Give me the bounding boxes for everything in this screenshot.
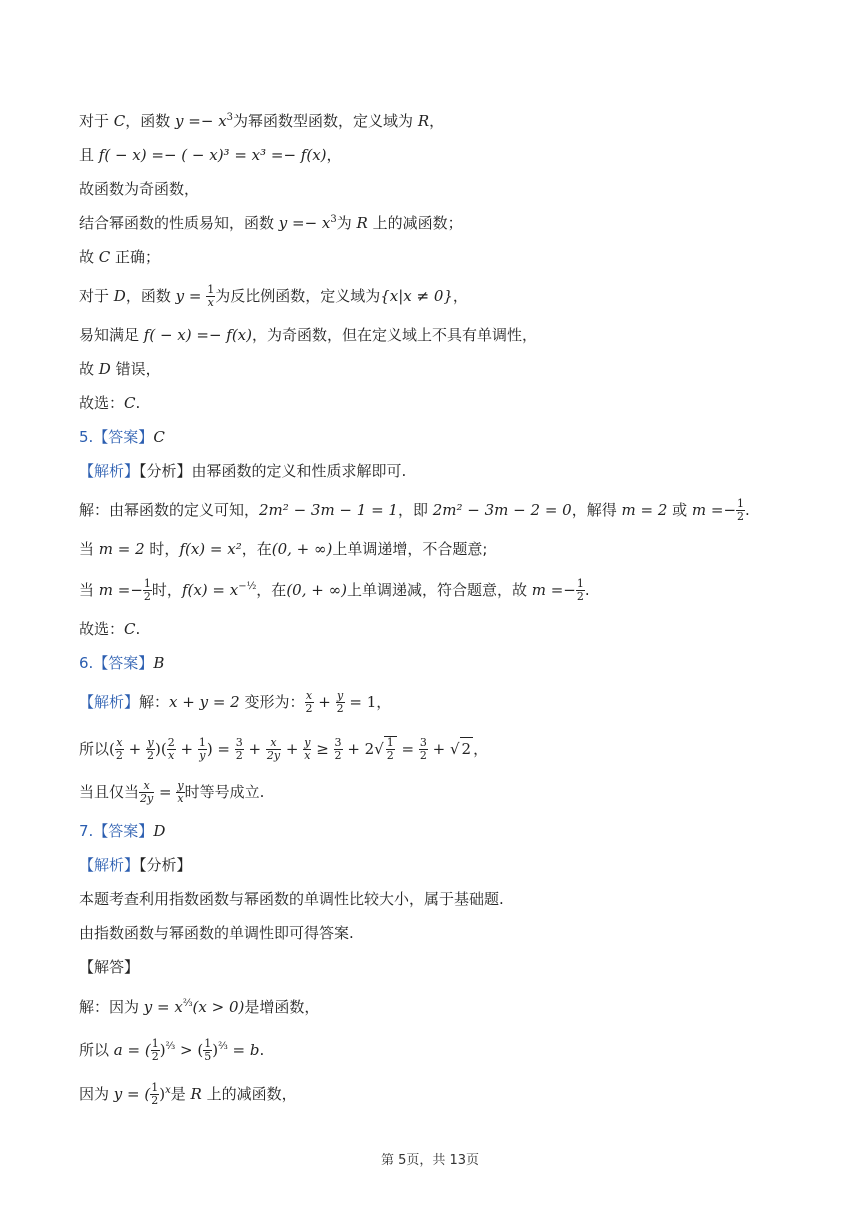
numerator: x	[139, 780, 154, 793]
numerator: x	[116, 736, 123, 749]
operator: = 1	[344, 693, 377, 711]
math-equation: 2m² − 3m − 2 = 0	[432, 501, 572, 519]
operator: +	[281, 740, 304, 758]
numerator: 1	[576, 577, 584, 590]
math-equation: m = 2	[621, 501, 668, 519]
text: 解：因为	[79, 998, 144, 1016]
text: ，函数	[125, 287, 176, 305]
denominator: 2	[386, 749, 394, 762]
fraction	[419, 737, 428, 762]
q7-analysis-2: 由指数函数与幂函数的单调性即可得答案.	[79, 924, 354, 942]
fraction	[305, 690, 314, 715]
q5-solution-2	[79, 538, 487, 560]
text: 当且仅当	[79, 783, 140, 801]
text: 上的减函数；	[367, 214, 463, 232]
line-d1	[79, 284, 468, 309]
analysis-tag: 【分析】	[139, 856, 192, 874]
text: 解：由幂函数的定义可知，	[79, 501, 260, 519]
numerator: 1	[151, 1037, 159, 1050]
fraction	[146, 737, 155, 762]
text: .	[259, 1041, 265, 1059]
math-func: y =− x	[175, 112, 227, 130]
text: 故选：	[79, 394, 125, 412]
text: ，	[473, 740, 489, 758]
denominator: x	[168, 749, 175, 762]
math-func: f(x) = x²	[179, 540, 242, 558]
text: ，函数	[125, 112, 176, 130]
denominator: 2	[419, 749, 427, 762]
text: 为	[336, 214, 357, 232]
q7-header	[79, 820, 165, 842]
denominator: 2	[336, 702, 344, 715]
line-d3	[79, 358, 161, 380]
line-c2	[79, 144, 342, 166]
text: 是	[170, 1085, 191, 1103]
text: 因为	[79, 1085, 114, 1103]
q5-analysis	[79, 460, 406, 482]
math-var: C	[98, 248, 111, 266]
fraction	[115, 737, 124, 762]
math-equation: x + y = 2	[169, 693, 240, 711]
math-var: R	[356, 214, 368, 232]
fraction	[334, 737, 343, 762]
math-interval: (0, + ∞)	[286, 581, 347, 599]
text: ，即	[397, 501, 433, 519]
text: 时等号成立.	[184, 783, 265, 801]
q7-solution-1	[79, 996, 319, 1018]
math-func: y =	[175, 287, 207, 305]
math-equation: m = 2	[98, 540, 145, 558]
text: 是增函数，	[244, 998, 320, 1016]
fraction	[386, 737, 395, 762]
text: 对于	[79, 112, 114, 130]
operator: +	[175, 740, 198, 758]
math-equation: m =−	[98, 581, 143, 599]
math-func: f(x) = x	[181, 581, 239, 599]
math-exp: ⅔	[218, 1041, 228, 1052]
denominator: 2y	[140, 792, 154, 805]
denominator: x	[207, 296, 214, 309]
denominator: 2	[737, 510, 745, 523]
text: 所以	[79, 1041, 114, 1059]
denominator: 2	[334, 749, 342, 762]
q7-analysis-1: 本题考查利用指数函数与幂函数的单调性比较大小，属于基础题.	[79, 890, 504, 908]
text: 当	[79, 540, 99, 558]
q5-solution-1	[79, 498, 750, 523]
sqrt-body	[384, 736, 397, 762]
text: ，	[429, 112, 445, 130]
numerator: 1	[143, 577, 151, 590]
text: 为反比例函数，定义域为	[215, 287, 381, 305]
denominator: x	[304, 749, 311, 762]
text: 故选：	[79, 620, 125, 638]
q5-solution-3	[79, 578, 590, 603]
fraction	[576, 578, 585, 603]
numerator: y	[304, 736, 311, 749]
operator: )(	[154, 740, 167, 758]
math-equation: m =−	[531, 581, 576, 599]
text: 上的减函数，	[201, 1085, 297, 1103]
denominator: 2	[576, 590, 584, 603]
text: 时，	[144, 540, 180, 558]
denominator: y	[199, 749, 206, 762]
operator: > (	[175, 1041, 204, 1059]
numerator: y	[177, 779, 184, 792]
text: ，	[452, 287, 468, 305]
q7-solution-3	[79, 1082, 297, 1107]
math-set: {x|x ≠ 0}	[380, 287, 453, 305]
q7-analysis-tags	[79, 854, 192, 876]
denominator: 2	[146, 749, 154, 762]
math-equation: 2m² − 3m − 1 = 1	[259, 501, 398, 519]
denominator: 2	[305, 702, 313, 715]
fraction	[736, 498, 745, 523]
answer-label: 7.【答案】	[79, 822, 154, 840]
fraction	[151, 1038, 160, 1063]
denominator: 2y	[266, 749, 281, 762]
operator: +	[243, 740, 266, 758]
operator: )	[212, 1041, 219, 1059]
operator: (	[109, 740, 115, 758]
denominator: 2	[151, 1094, 159, 1107]
sqrt-sign: √	[374, 740, 384, 758]
q5-header	[79, 426, 165, 448]
line-d2	[79, 324, 537, 346]
answer: B	[153, 654, 165, 672]
analysis-tag: 【解析】	[79, 856, 140, 874]
math-equation: m =−	[691, 501, 737, 519]
math-expression: a = (	[113, 1041, 151, 1059]
numerator: 1	[198, 736, 206, 749]
q6-solution-3	[79, 780, 264, 805]
text: 上单调递增，不合题意;	[332, 540, 488, 558]
operator: =	[154, 783, 177, 801]
operator: ≥	[311, 740, 334, 758]
text: 当	[79, 581, 99, 599]
text: 错误，	[110, 360, 161, 378]
text: 且	[79, 146, 99, 164]
math-exp: −½	[238, 581, 257, 592]
math-var: D	[98, 360, 111, 378]
q5-solution-4	[79, 618, 140, 640]
numerator: 1	[386, 736, 394, 749]
analysis-tag: 【解析】	[79, 693, 140, 711]
answer: C	[124, 394, 136, 412]
denominator: x	[177, 792, 184, 805]
answer: C	[124, 620, 136, 638]
sqrt-body: 2	[460, 737, 474, 760]
math-func: y = x	[143, 998, 183, 1016]
math-expression: f( − x) =− f(x)	[143, 326, 252, 344]
math-func: y =− x	[278, 214, 331, 232]
numerator: y	[337, 689, 344, 702]
answer-label: 6.【答案】	[79, 654, 154, 672]
fraction	[336, 690, 345, 715]
q6-solution-2	[79, 736, 488, 762]
fraction	[150, 1082, 159, 1107]
operator: =	[396, 740, 419, 758]
line-c1	[79, 110, 444, 132]
denominator: 2	[115, 749, 123, 762]
numerator: y	[147, 736, 154, 749]
analysis-tag: 【分析】	[139, 462, 192, 480]
numerator: x	[305, 689, 313, 702]
fraction	[176, 780, 184, 805]
q6-solution-1	[79, 690, 391, 715]
numerator: 3	[334, 736, 342, 749]
denominator: 2	[235, 749, 243, 762]
text: .	[584, 581, 590, 599]
operator: +	[123, 740, 146, 758]
text: 故	[79, 360, 99, 378]
math-func: y = (	[113, 1085, 151, 1103]
text: 正确；	[110, 248, 161, 266]
text: 由幂函数的定义和性质求解即可.	[191, 462, 407, 480]
text: 故	[79, 248, 99, 266]
line-c4	[79, 212, 463, 234]
q6-header	[79, 652, 164, 674]
text: 解：	[139, 693, 170, 711]
numerator: 1	[207, 283, 215, 296]
text: ，解得	[571, 501, 622, 519]
fraction	[198, 737, 207, 762]
numerator: 3	[419, 736, 427, 749]
text: .	[745, 501, 750, 519]
math-var: R	[190, 1085, 202, 1103]
text: 上单调递减，符合题意，故	[346, 581, 532, 599]
math-exp: ⅔	[182, 998, 193, 1009]
denominator: 2	[143, 590, 151, 603]
text: 为幂函数型函数，定义域为	[233, 112, 418, 130]
fraction	[167, 737, 176, 762]
analysis-tag: 【解析】	[79, 462, 140, 480]
fraction	[266, 737, 281, 762]
denominator: 2	[151, 1050, 159, 1063]
math-expression: f( − x) =− ( − x)³ = x³ =− f(x)	[98, 146, 327, 164]
answer: C	[153, 428, 165, 446]
line-c5	[79, 246, 160, 268]
q7-solution-2	[79, 1038, 264, 1063]
fraction	[139, 780, 154, 805]
fraction	[206, 284, 215, 309]
math-exp: 3	[226, 112, 234, 123]
math-condition: (x > 0)	[192, 998, 245, 1016]
numerator: 1	[204, 1037, 212, 1050]
math-var: D	[113, 287, 126, 305]
text: 对于	[79, 287, 114, 305]
text: .	[135, 394, 141, 412]
math-exp: ⅔	[165, 1041, 176, 1052]
line-c3: 故函数为奇函数，	[79, 180, 200, 198]
text: 或	[667, 501, 692, 519]
numerator: 1	[151, 1081, 159, 1094]
fraction	[235, 737, 244, 762]
text: 结合幂函数的性质易知，函数	[79, 214, 279, 232]
math-exp: 3	[330, 214, 337, 225]
math-var: R	[417, 112, 430, 130]
line-d4	[79, 392, 140, 414]
operator: )	[159, 1085, 166, 1103]
denominator: 5	[204, 1050, 212, 1063]
fraction	[203, 1038, 212, 1063]
operator: + 2	[342, 740, 375, 758]
text: 时，	[151, 581, 182, 599]
numerator: 3	[235, 736, 243, 749]
operator: )	[159, 1041, 166, 1059]
text: ，	[326, 146, 342, 164]
text: ，在	[241, 540, 272, 558]
math-var: C	[113, 112, 126, 130]
numerator: 2	[167, 736, 175, 749]
text: ，在	[256, 581, 287, 599]
math-exp: x	[165, 1085, 171, 1096]
math-expression: = b	[227, 1041, 260, 1059]
numerator: x	[266, 737, 281, 750]
operator: +	[313, 693, 336, 711]
page-footer: 第 5页，共 13页	[380, 1153, 480, 1168]
answer-label: 5.【答案】	[79, 428, 154, 446]
math-interval: (0, + ∞)	[271, 540, 333, 558]
text: 变形为：	[239, 693, 305, 711]
operator: +	[427, 740, 450, 758]
answer: D	[153, 822, 166, 840]
fraction	[143, 578, 152, 603]
text: 所以	[79, 740, 110, 758]
operator: ) =	[206, 740, 235, 758]
numerator: 1	[737, 497, 745, 510]
text: 易知满足	[79, 326, 144, 344]
text: ，	[376, 693, 392, 711]
q7-solution-tag: 【解答】	[79, 958, 140, 976]
sqrt-sign: √	[449, 740, 460, 758]
text: .	[135, 620, 141, 638]
text: ，为奇函数，但在定义域上不具有单调性，	[252, 326, 538, 344]
